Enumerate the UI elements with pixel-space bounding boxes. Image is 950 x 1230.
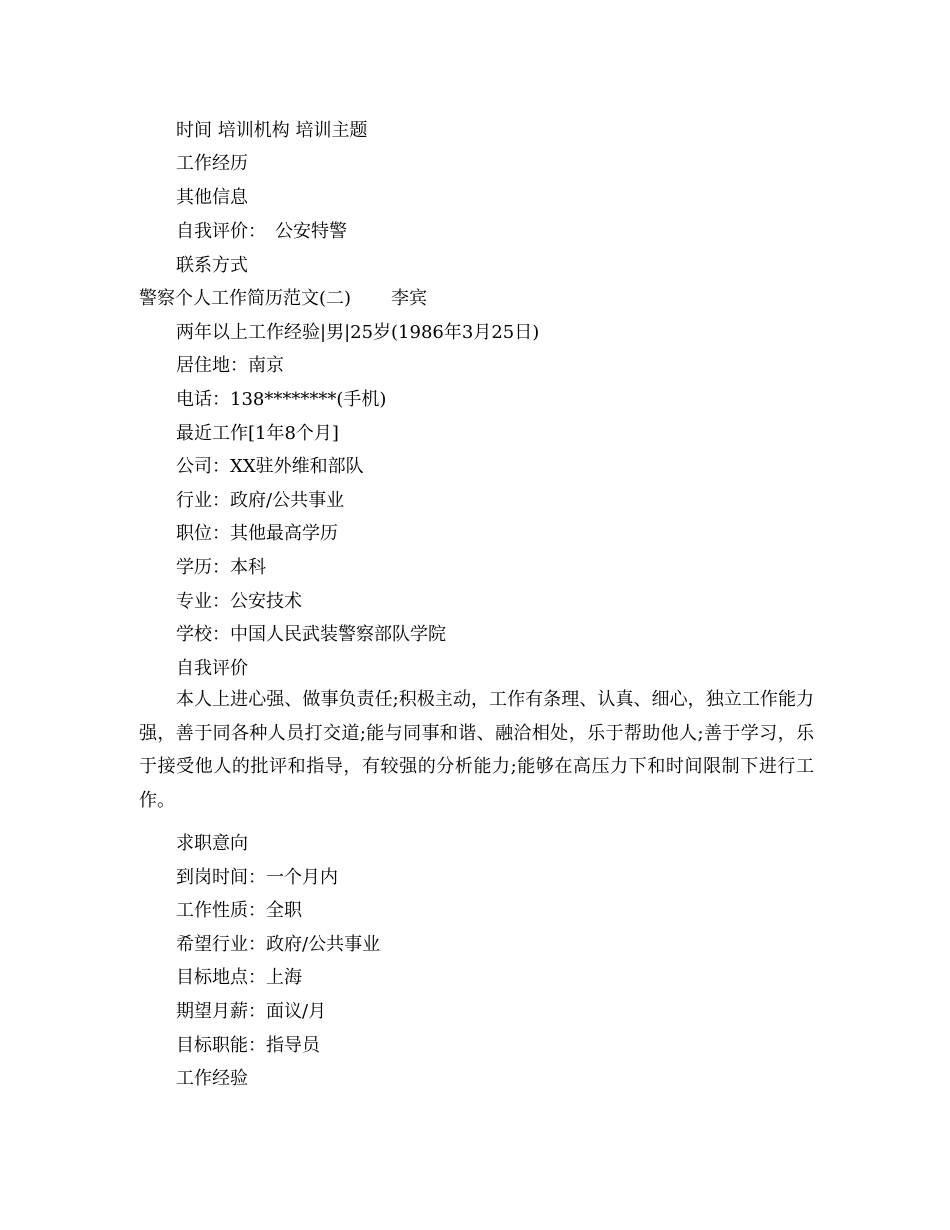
- expected-salary: 期望月薪：面议/月: [176, 1001, 327, 1022]
- section-title-row: [139, 287, 427, 311]
- company: 公司：XX驻外维和部队: [176, 456, 364, 477]
- arrival-time: 到岗时间：一个月内: [176, 867, 338, 888]
- work-history-heading: 工作经历: [176, 153, 248, 174]
- other-info-heading: 其他信息: [176, 187, 248, 208]
- position: 职位：其他最高学历: [176, 523, 338, 544]
- desired-industry: 希望行业：政府/公共事业: [176, 934, 381, 955]
- industry: 行业：政府/公共事业: [176, 490, 345, 511]
- target-location: 目标地点：上海: [176, 967, 302, 988]
- job-intent-heading: 求职意向: [176, 833, 248, 854]
- school: 学校：中国人民武装警察部队学院: [176, 624, 446, 645]
- candidate-name: 李宾: [391, 288, 428, 309]
- self-evaluation-line: 自我评价： 公安特警: [176, 221, 347, 242]
- phone: 电话：138********(手机): [176, 389, 387, 410]
- education: 学历：本科: [176, 557, 266, 578]
- training-table-header: 时间 培训机构 培训主题: [176, 120, 368, 141]
- work-type: 工作性质：全职: [176, 900, 302, 921]
- self-evaluation-paragraph: 本人上进心强、做事负责任;积极主动，工作有条理、认真、细心，独立工作能力强，善于同各种人员打交道;能与同事和谐、融洽相处，乐于帮助他人;善于学习，乐于接受他人的批评和指导，有较强的分析能力;能够在高压力下和时间限制下进行工作。: [139, 689, 814, 811]
- target-function: 目标职能：指导员: [176, 1035, 320, 1056]
- self-evaluation-heading: 自我评价: [176, 658, 248, 679]
- section-title: 警察个人工作简历范文(二): [139, 288, 352, 309]
- recent-work: 最近工作[1年8个月]: [176, 423, 339, 444]
- residence: 居住地：南京: [176, 355, 284, 376]
- major: 专业：公安技术: [176, 591, 302, 612]
- contact-heading: 联系方式: [176, 255, 248, 276]
- candidate-summary: 两年以上工作经验|男|25岁(1986年3月25日): [176, 322, 540, 343]
- work-experience-heading: 工作经验: [176, 1068, 248, 1089]
